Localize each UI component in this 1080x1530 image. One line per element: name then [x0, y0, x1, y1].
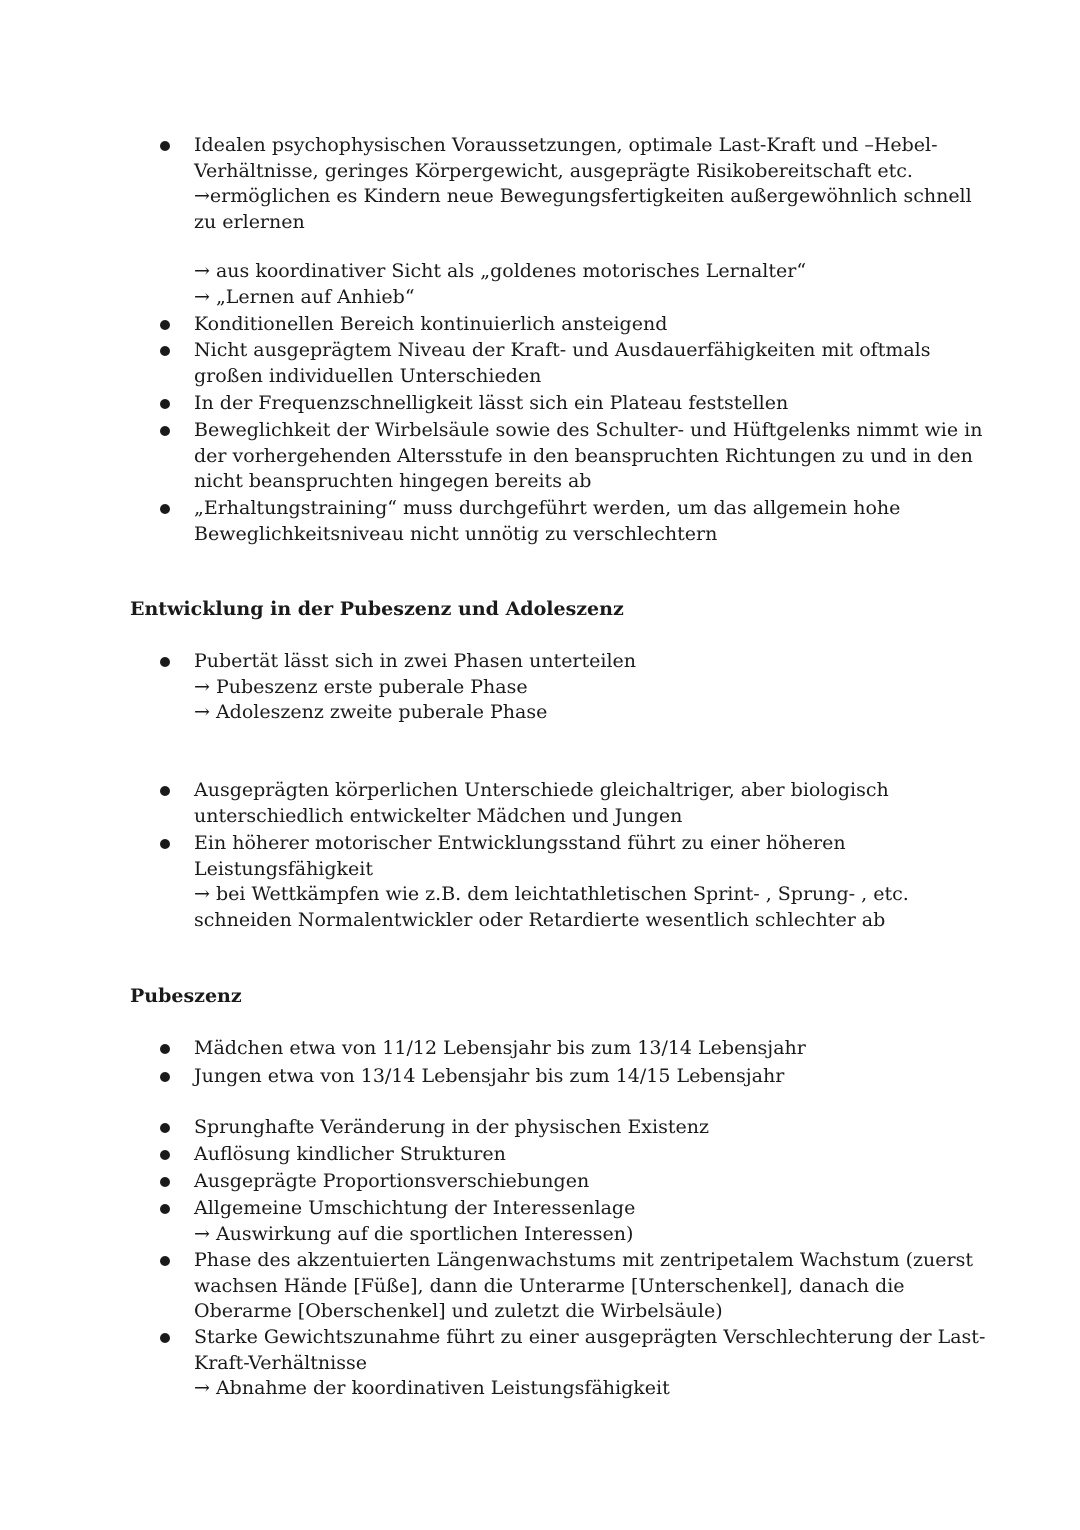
bullet-point: [160, 1150, 170, 1160]
list-item: [194, 1142, 964, 1168]
text-line: Beweglichkeit der Wirbelsäule sowie des Schulter- und Hüftgelenks nimmt wie in: [194, 419, 983, 441]
text-line: Mädchen etwa von 11/12 Lebensjahr bis zum 13/14 Lebensjahr: [194, 1037, 806, 1059]
note-block: [194, 259, 964, 310]
text-line: „Erhaltungstraining“ muss durchgeführt werden, um das allgemein hohe: [194, 497, 901, 519]
bullet-point: [160, 1256, 170, 1266]
bullet-point: [160, 1333, 170, 1343]
section-heading: Entwicklung in der Pubeszenz und Adoleszenz: [130, 598, 624, 620]
text-line: Beweglichkeitsniveau nicht unnötig zu verschlechtern: [194, 522, 718, 545]
list-item: [194, 496, 964, 547]
text-line: Idealen psychophysischen Voraussetzungen, optimale Last-Kraft und –Hebel-: [194, 134, 938, 156]
note-line: → „Lernen auf Anhieb“: [194, 285, 415, 308]
text-line: schneiden Normalentwickler oder Retardierte wesentlich schlechter ab: [194, 909, 886, 932]
bullet-point: [160, 1177, 170, 1187]
list-item: [194, 778, 964, 829]
bullet-point: [160, 1044, 170, 1054]
note-line: → aus koordinativer Sicht als „goldenes motorisches Lernalter“: [194, 260, 807, 282]
text-line: Ein höherer motorischer Entwicklungsstand führt zu einer höheren: [194, 832, 846, 854]
text-line: der vorhergehenden Altersstufe in den beanspruchten Richtungen zu und in den: [194, 444, 973, 467]
text-line: → Pubeszenz erste puberale Phase: [194, 675, 528, 698]
text-line: → Auswirkung auf die sportlichen Interessen): [194, 1222, 634, 1245]
text-line: wachsen Hände [Füße], dann die Unterarme [Unterschenkel], danach die: [194, 1274, 905, 1297]
text-line: Nicht ausgeprägtem Niveau der Kraft- und Ausdauerfähigkeiten mit oftmals: [194, 339, 931, 361]
text-line: → bei Wettkämpfen wie z.B. dem leichtathletischen Sprint- , Sprung- , etc.: [194, 883, 909, 906]
text-line: Auflösung kindlicher Strukturen: [194, 1143, 506, 1165]
text-line: Jungen etwa von 13/14 Lebensjahr bis zum 14/15 Lebensjahr: [194, 1065, 785, 1087]
bullet-point: [160, 399, 170, 409]
list-item: [194, 649, 964, 726]
bullet-point: [160, 657, 170, 667]
text-line: Phase des akzentuierten Längenwachstums mit zentripetalem Wachstum (zuerst: [194, 1249, 973, 1271]
text-line: In der Frequenzschnelligkeit lässt sich ein Plateau feststellen: [194, 392, 789, 414]
text-line: Leistungsfähigkeit: [194, 857, 374, 880]
list-item: [194, 1325, 986, 1402]
bullet-point: [160, 426, 170, 436]
text-line: großen individuellen Unterschieden: [194, 364, 542, 387]
bullet-point: [160, 346, 170, 356]
text-line: zu erlernen: [194, 211, 305, 234]
bullet-point: [160, 786, 170, 796]
text-line: nicht beanspruchten hingegen bereits ab: [194, 470, 592, 493]
list-item: [194, 418, 983, 495]
list-item: [194, 312, 964, 338]
bullet-point: [160, 141, 170, 151]
text-line: Sprunghafte Veränderung in der physischen Existenz: [194, 1116, 709, 1138]
text-line: Kraft-Verhältnisse: [194, 1351, 367, 1374]
list-item: [194, 1115, 964, 1141]
list-item: [194, 338, 964, 389]
text-line: → Adoleszenz zweite puberale Phase: [194, 701, 548, 724]
list-item: [194, 1248, 973, 1325]
bullet-point: [160, 320, 170, 330]
list-item: [194, 1036, 964, 1062]
text-line: Konditionellen Bereich kontinuierlich ansteigend: [194, 313, 668, 335]
text-line: → Abnahme der koordinativen Leistungsfähigkeit: [194, 1377, 670, 1400]
list-item: [194, 831, 964, 934]
list-item: [194, 1169, 964, 1195]
list-item: [194, 1196, 964, 1247]
bullet-point: [160, 1123, 170, 1133]
text-line: unterschiedlich entwickelter Mädchen und Jungen: [194, 804, 683, 827]
bullet-point: [160, 839, 170, 849]
text-line: Ausgeprägten körperlichen Unterschiede gleichaltriger, aber biologisch: [194, 779, 889, 801]
text-line: Oberarme [Oberschenkel] und zuletzt die Wirbelsäule): [194, 1300, 723, 1323]
list-item: [194, 391, 964, 417]
bullet-point: [160, 504, 170, 514]
list-item: [194, 1064, 964, 1090]
list-item: [194, 133, 972, 236]
section-heading: Pubeszenz: [130, 985, 242, 1007]
text-line: Starke Gewichtszunahme führt zu einer ausgeprägten Verschlechterung der Last-: [194, 1326, 986, 1348]
bullet-point: [160, 1204, 170, 1214]
text-line: Allgemeine Umschichtung der Interessenlage: [194, 1197, 636, 1219]
text-line: Verhältnisse, geringes Körpergewicht, ausgeprägte Risikobereitschaft etc.: [194, 159, 913, 182]
text-line: Ausgeprägte Proportionsverschiebungen: [194, 1170, 590, 1192]
text-line: →ermöglichen es Kindern neue Bewegungsfertigkeiten außergewöhnlich schnell: [194, 185, 972, 208]
bullet-point: [160, 1072, 170, 1082]
text-line: Pubertät lässt sich in zwei Phasen unterteilen: [194, 650, 637, 672]
